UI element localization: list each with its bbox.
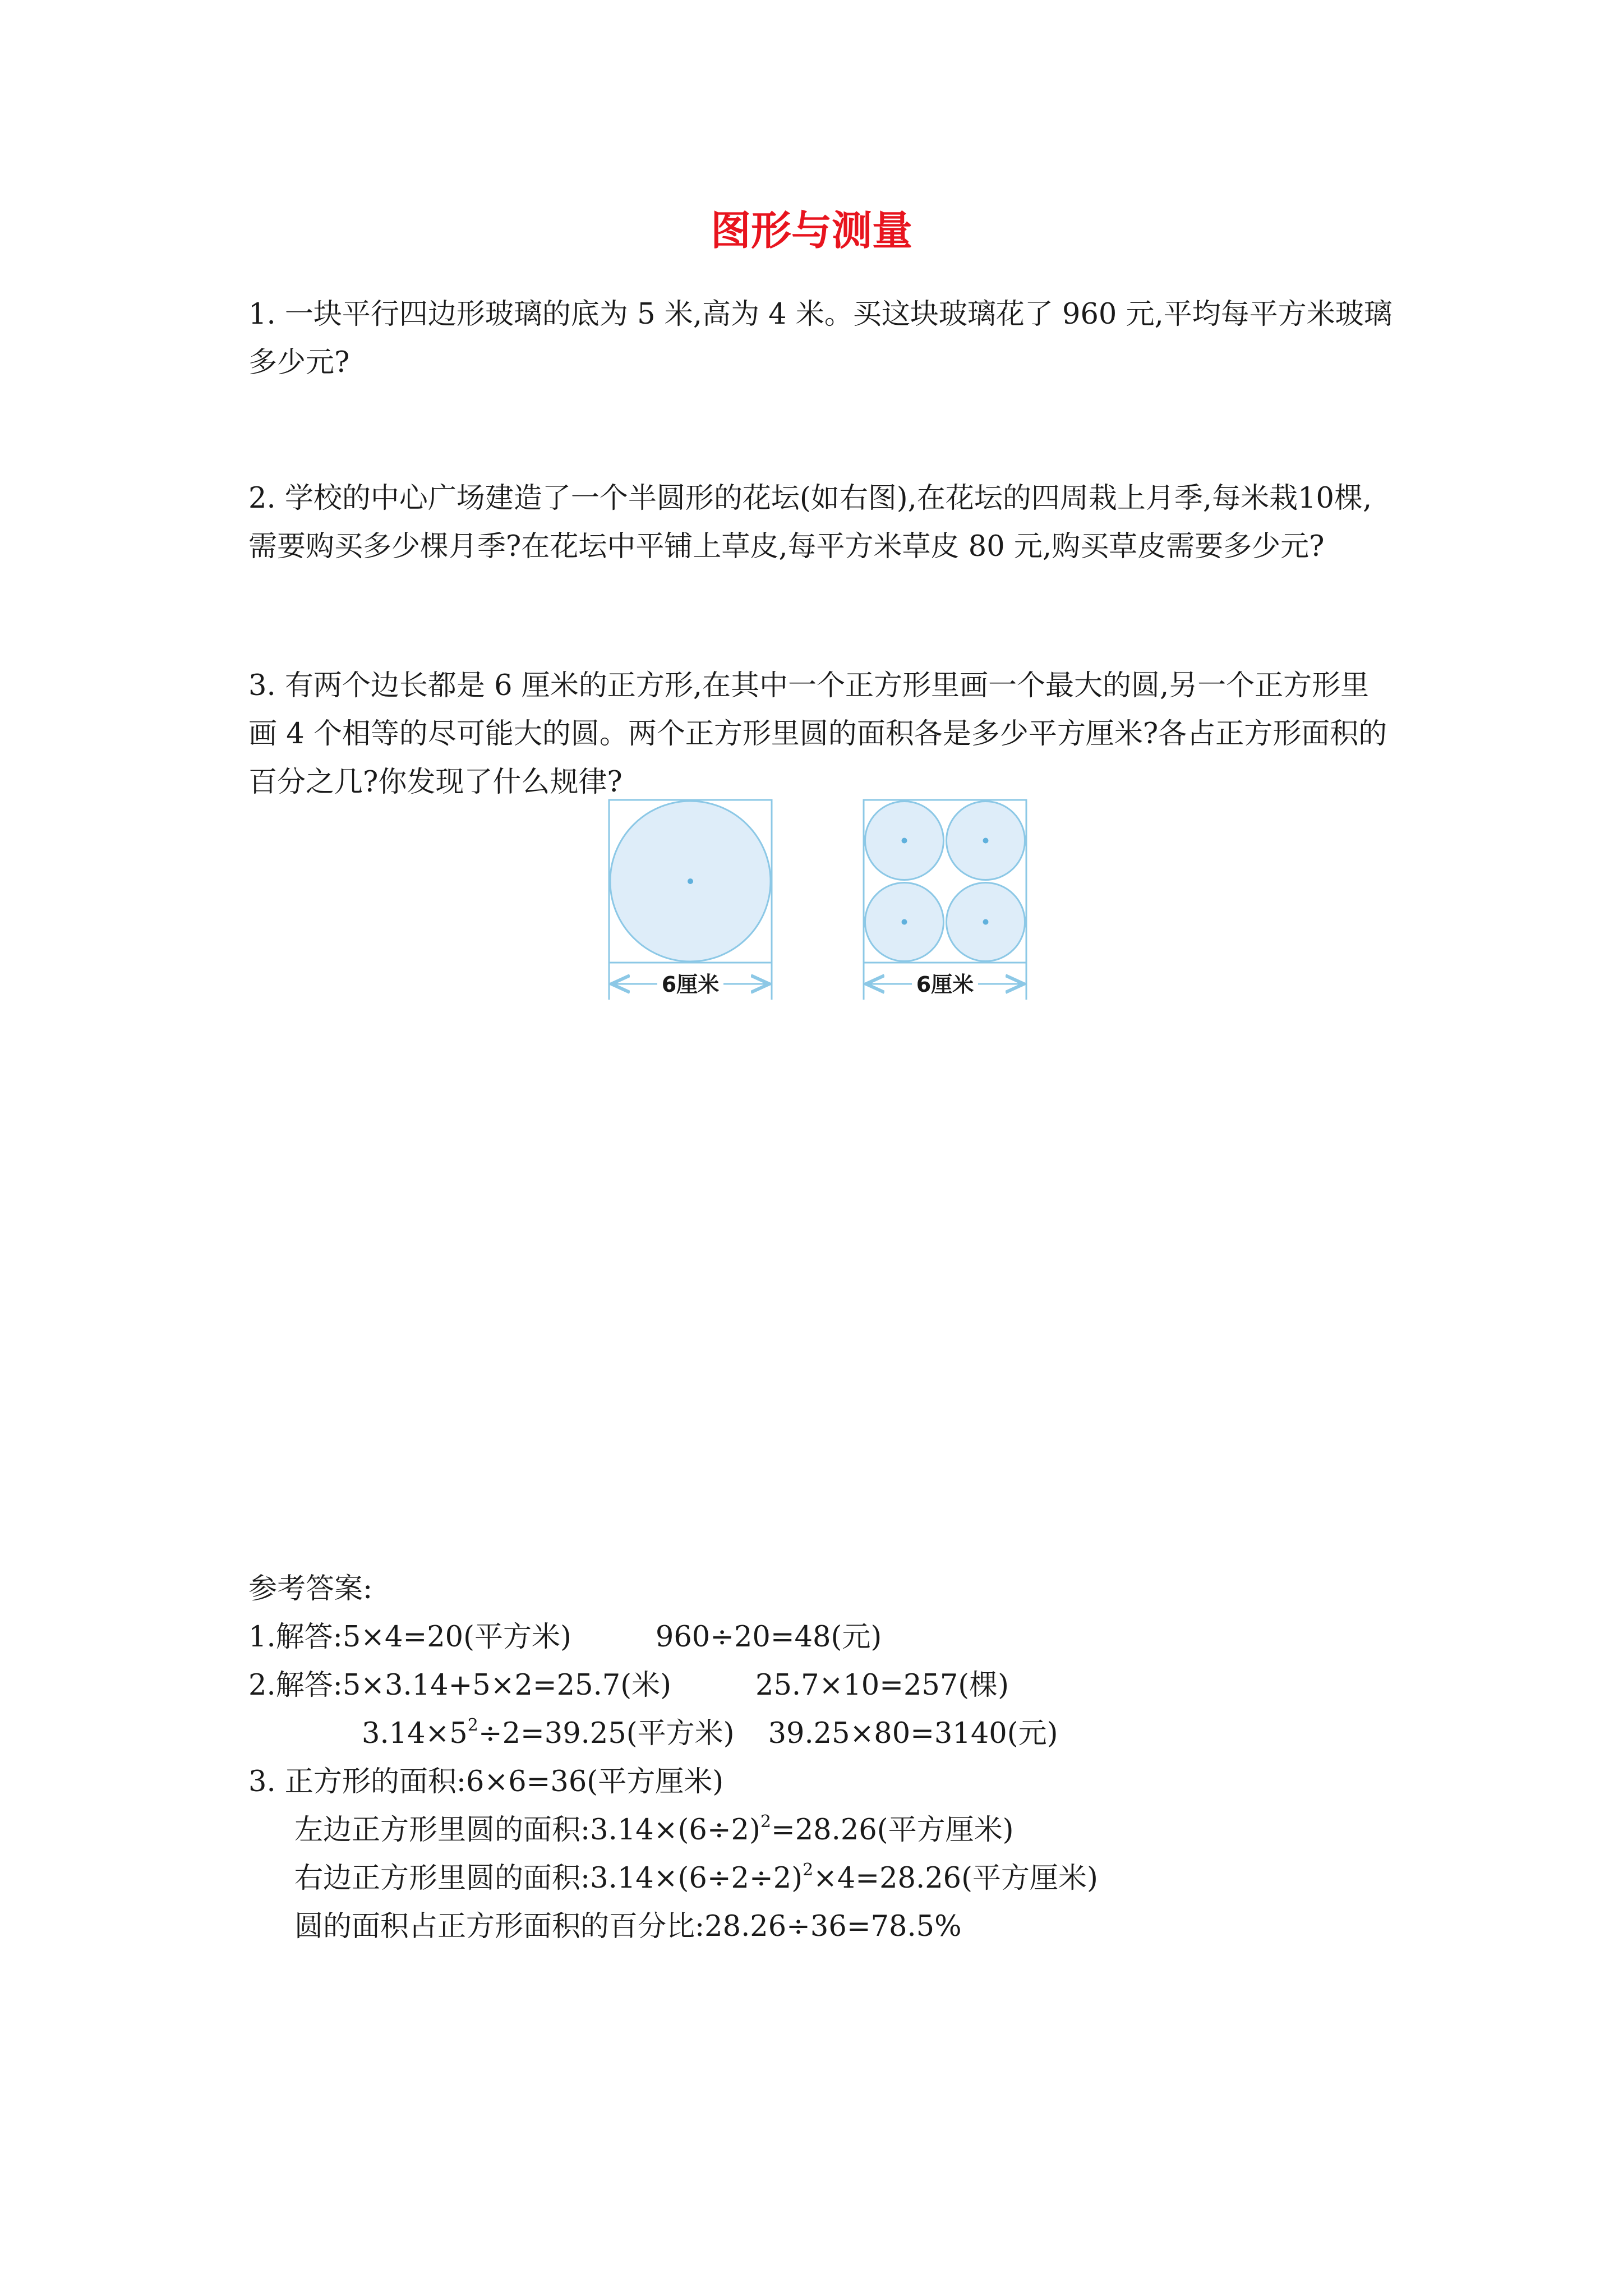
left-circle-center-dot <box>688 878 693 884</box>
answer-section <box>248 1565 1426 1951</box>
answer-1-part-2: 960÷20=48(元) <box>655 1621 882 1654</box>
answer-2-part-2: 25.7×10=257(棵) <box>755 1669 1009 1702</box>
right-dot-top-right <box>983 838 989 844</box>
right-dot-bottom-right <box>983 919 989 925</box>
answer-1 <box>248 1613 1426 1662</box>
figure-svg <box>606 797 1032 1004</box>
right-dot-top-left <box>902 838 907 844</box>
answer-2-part-1: 2.解答:5×3.14+5×2=25.7(米) <box>248 1669 672 1702</box>
answer-2-line-2-part-2: 39.25×80=3140(元) <box>768 1717 1058 1750</box>
answer-2-line-2-sup: 2 <box>467 1715 478 1735</box>
question-2 <box>248 475 1404 571</box>
answer-3-line-3-post: ×4=28.26(平方厘米) <box>813 1862 1098 1895</box>
answer-3-line-3 <box>248 1855 1426 1903</box>
answer-3-line-4: 圆的面积占正方形面积的百分比:28.26÷36=78.5% <box>294 1910 962 1943</box>
answer-3-line-2 <box>248 1806 1426 1855</box>
answer-3-line-3-pre: 右边正方形里圆的面积:3.14×(6÷2÷2) <box>294 1862 803 1895</box>
question-3-line-1: 3. 有两个边长都是 6 厘米的正方形,在其中一个正方形里画一个最大的圆,另一个正方形里 <box>248 669 1370 702</box>
page-title: 图形与测量 <box>710 206 912 254</box>
question-1-line-2: 多少元? <box>248 346 350 379</box>
question-1 <box>248 291 1404 387</box>
squares-circles-figure <box>606 797 1032 1004</box>
question-3 <box>248 662 1404 807</box>
question-2-line-1: 2. 学校的中心广场建造了一个半圆形的花坛(如右图),在花坛的四周栽上月季,每米栽10棵, <box>248 482 1372 515</box>
right-square-group <box>864 800 1026 1000</box>
answer-3-line-2-sup: 2 <box>760 1812 771 1832</box>
question-1-line-1: 1. 一块平行四边形玻璃的底为 5 米,高为 4 米。买这块玻璃花了 960 元,平均每平方米玻璃 <box>248 298 1393 331</box>
answer-3-line-1: 3. 正方形的面积:6×6=36(平方厘米) <box>248 1765 724 1798</box>
answer-1-part-1: 1.解答:5×4=20(平方米) <box>248 1621 571 1654</box>
answer-2-line-2-post: ÷2=39.25(平方米) <box>478 1717 735 1750</box>
left-dimension-label: 6厘米 <box>661 972 720 997</box>
answer-3-line-2-post: =28.26(平方厘米) <box>771 1814 1014 1847</box>
right-dot-bottom-left <box>902 919 907 925</box>
question-3-line-2: 画 4 个相等的尽可能大的圆。两个正方形里圆的面积各是多少平方厘米?各占正方形面积的 <box>248 717 1387 751</box>
answer-2-line-1 <box>248 1662 1426 1710</box>
left-square-group <box>609 800 772 1000</box>
question-3-line-3: 百分之几?你发现了什么规律? <box>248 766 623 799</box>
answer-3-line-2-pre: 左边正方形里圆的面积:3.14×(6÷2) <box>294 1814 760 1847</box>
answers-heading: 参考答案: <box>248 1572 373 1605</box>
right-dimension-label: 6厘米 <box>916 972 974 997</box>
answer-3-line-3-sup: 2 <box>803 1860 814 1880</box>
answer-2-line-2 <box>248 1710 1426 1758</box>
question-2-line-2: 需要购买多少棵月季?在花坛中平铺上草皮,每平方米草皮 80 元,购买草皮需要多少元? <box>248 530 1325 563</box>
answer-2-line-2-pre: 3.14×5 <box>362 1717 468 1750</box>
